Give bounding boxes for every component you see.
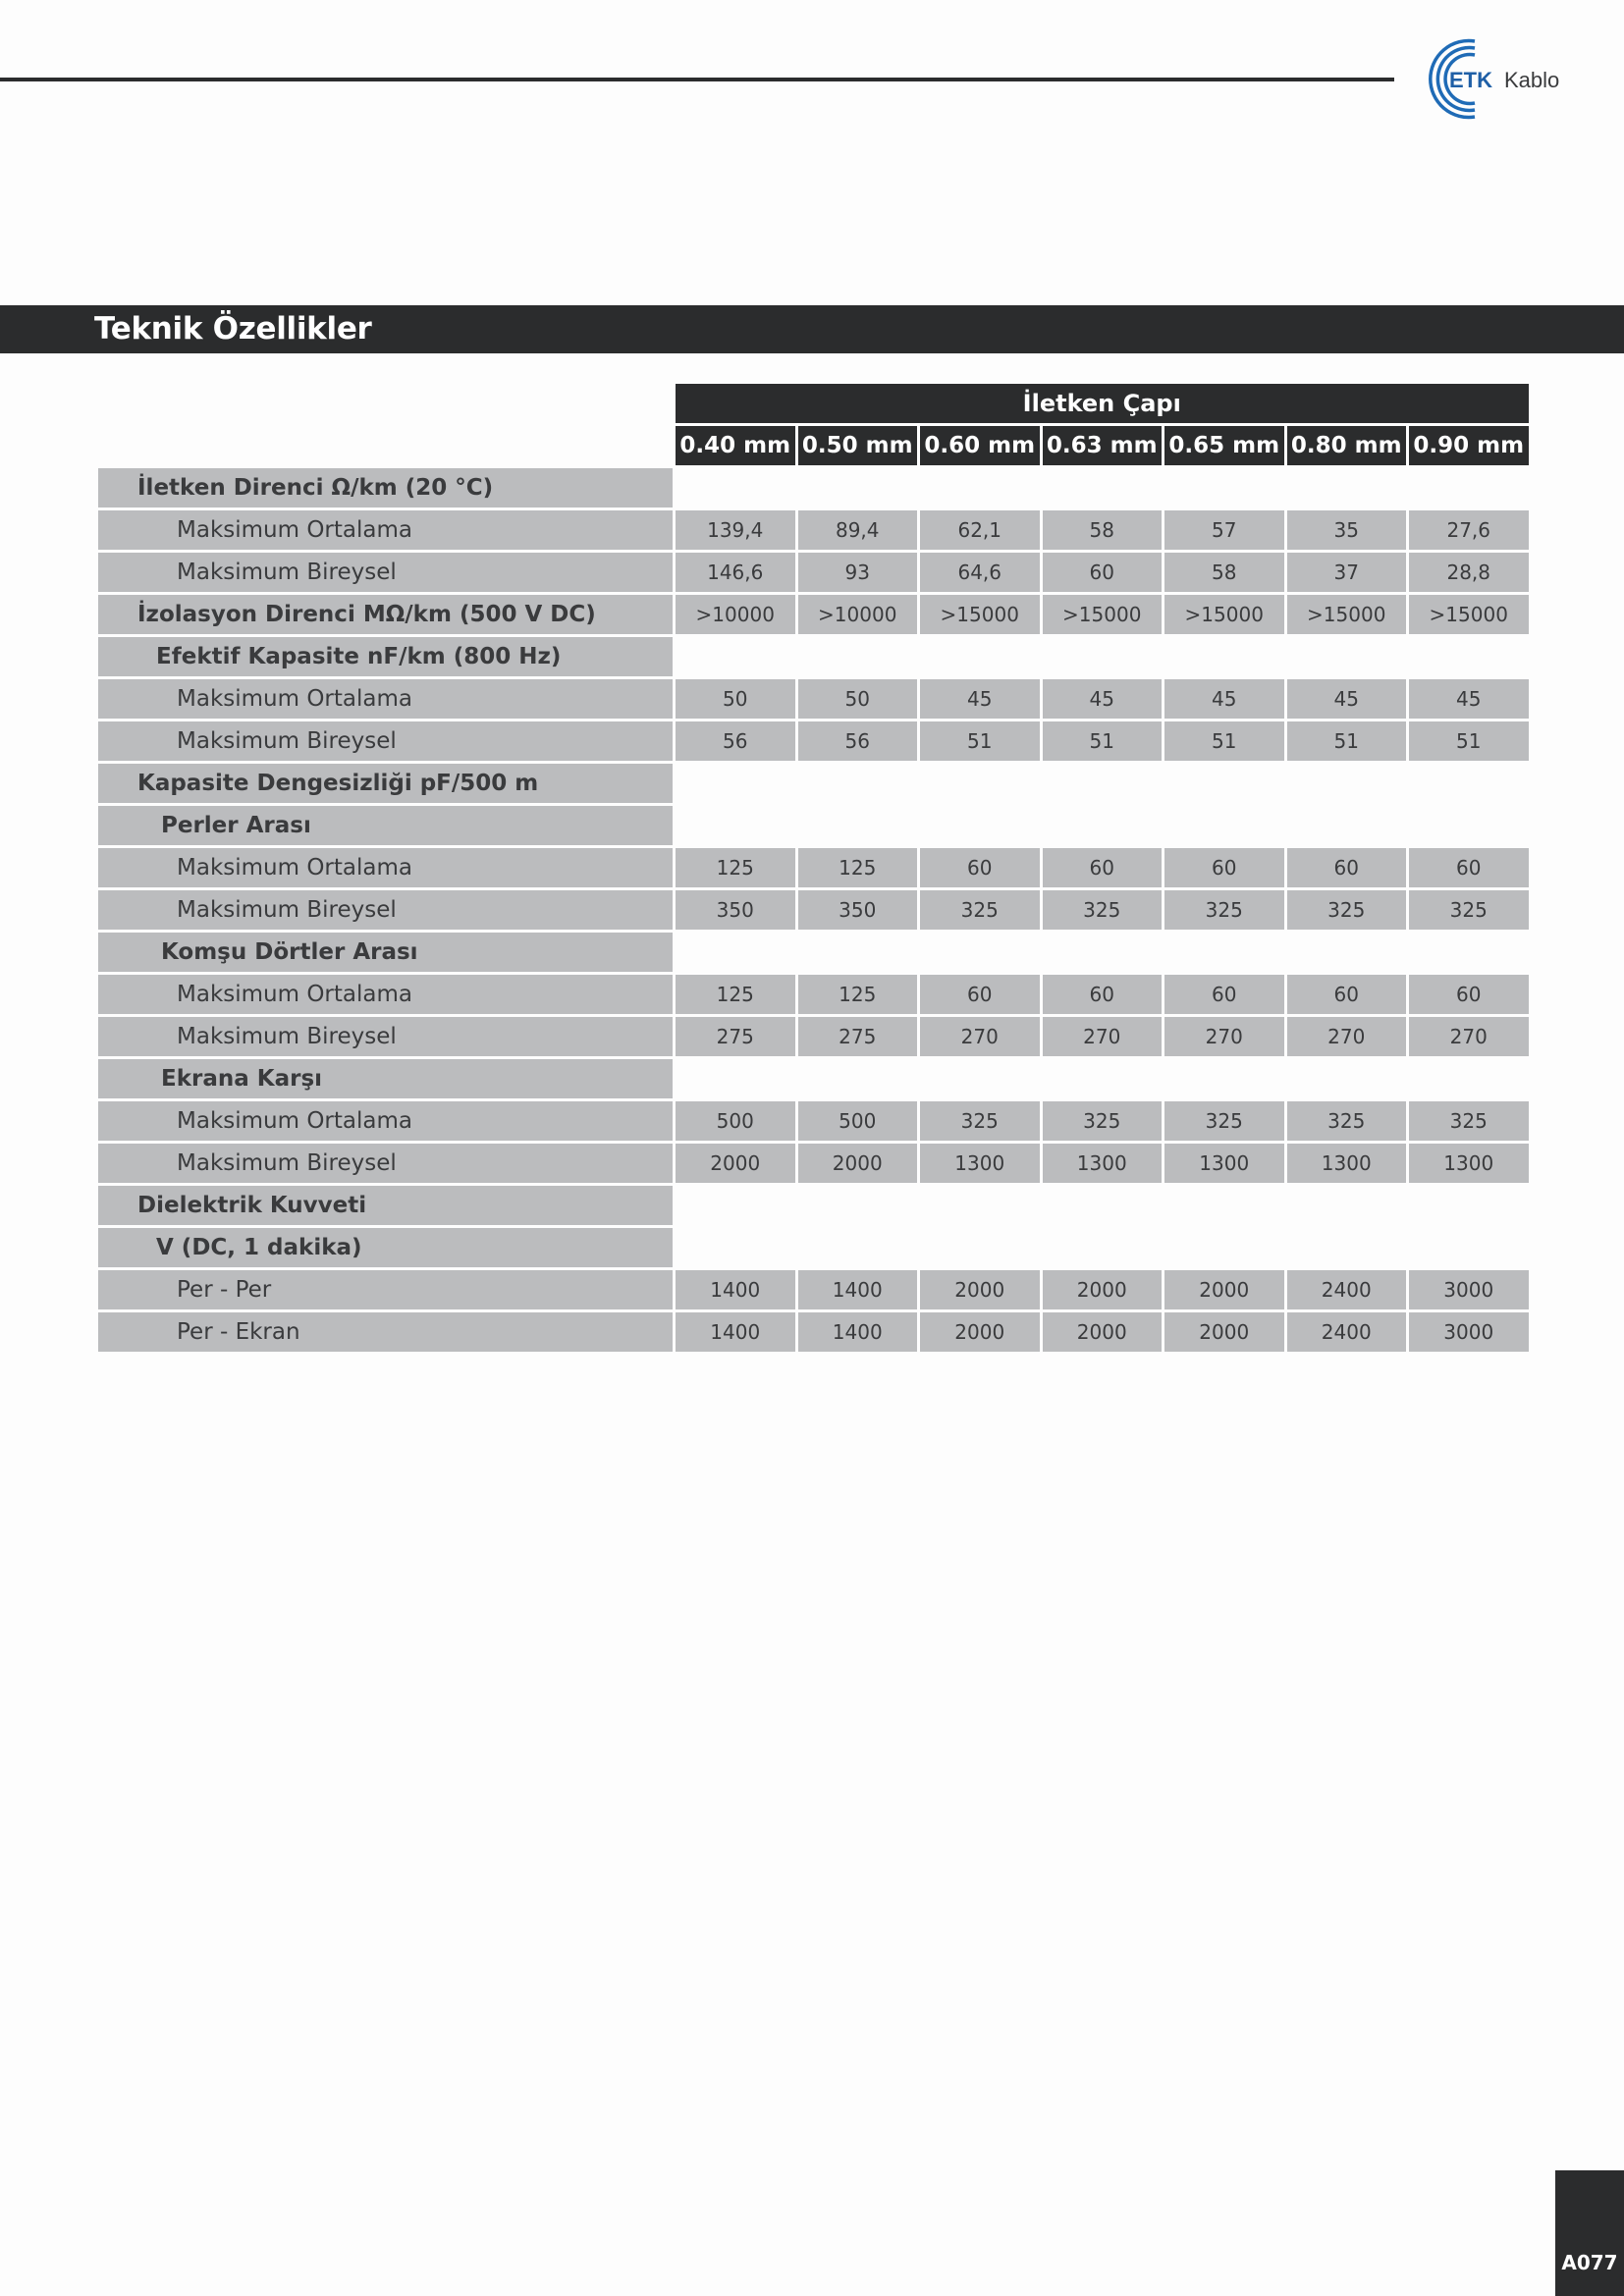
- value-cell: 2000: [1043, 1312, 1163, 1352]
- value-cell: 325: [1287, 890, 1407, 930]
- value-cell: 325: [1409, 1101, 1529, 1141]
- value-cell: 58: [1164, 553, 1284, 592]
- diameter-column-header: 0.63 mm: [1043, 426, 1163, 465]
- diameter-column-header: 0.65 mm: [1164, 426, 1284, 465]
- table-row: [98, 806, 1529, 845]
- value-cell: 350: [798, 890, 918, 930]
- value-cell: 2000: [920, 1270, 1040, 1309]
- table-row: [98, 933, 1529, 972]
- empty-value-span: [676, 764, 1529, 803]
- value-cell: 1300: [1287, 1144, 1407, 1183]
- value-cell: 60: [1287, 975, 1407, 1014]
- row-label: Maksimum Ortalama: [98, 510, 673, 550]
- value-cell: 325: [920, 890, 1040, 930]
- empty-value-span: [676, 1059, 1529, 1098]
- table-row: [98, 1144, 1529, 1183]
- value-cell: >15000: [1287, 595, 1407, 634]
- value-cell: 2000: [798, 1144, 918, 1183]
- value-cell: 125: [676, 975, 795, 1014]
- row-label: Kapasite Dengesizliği pF/500 m: [98, 764, 673, 803]
- value-cell: 1400: [798, 1312, 918, 1352]
- value-cell: 1300: [1043, 1144, 1163, 1183]
- row-label: Maksimum Bireysel: [98, 553, 673, 592]
- header-spacer: [98, 426, 673, 465]
- logo-etk-text: ETK: [1449, 68, 1492, 92]
- value-cell: >15000: [1164, 595, 1284, 634]
- value-cell: 139,4: [676, 510, 795, 550]
- value-cell: 62,1: [920, 510, 1040, 550]
- value-cell: 60: [1164, 848, 1284, 887]
- logo-kablo-text: Kablo: [1504, 68, 1560, 92]
- row-label: Maksimum Bireysel: [98, 721, 673, 761]
- value-cell: 325: [1287, 1101, 1407, 1141]
- table-row: [98, 848, 1529, 887]
- table-row: [98, 1186, 1529, 1225]
- diameter-column-header: 0.50 mm: [798, 426, 918, 465]
- empty-value-span: [676, 637, 1529, 676]
- value-cell: 270: [1164, 1017, 1284, 1056]
- table-row: [98, 1101, 1529, 1141]
- table-row: [98, 975, 1529, 1014]
- value-cell: 2000: [1043, 1270, 1163, 1309]
- value-cell: 325: [1043, 890, 1163, 930]
- etk-kablo-logo: [1418, 37, 1575, 121]
- value-cell: 51: [1043, 721, 1163, 761]
- table-row: [98, 1228, 1529, 1267]
- value-cell: 60: [1043, 553, 1163, 592]
- value-cell: 125: [798, 848, 918, 887]
- empty-value-span: [676, 806, 1529, 845]
- row-label: Ekrana Karşı: [98, 1059, 673, 1098]
- table-row: [98, 637, 1529, 676]
- page-number: A077: [1561, 2251, 1618, 2274]
- value-cell: 325: [1164, 890, 1284, 930]
- header-rule: [0, 78, 1394, 81]
- value-cell: 28,8: [1409, 553, 1529, 592]
- value-cell: 50: [798, 679, 918, 719]
- value-cell: 60: [1409, 848, 1529, 887]
- value-cell: 270: [1287, 1017, 1407, 1056]
- value-cell: 51: [1164, 721, 1284, 761]
- value-cell: 51: [1287, 721, 1407, 761]
- row-label: Per - Ekran: [98, 1312, 673, 1352]
- value-cell: 1400: [676, 1270, 795, 1309]
- empty-value-span: [676, 1228, 1529, 1267]
- value-cell: 325: [1043, 1101, 1163, 1141]
- value-cell: >10000: [798, 595, 918, 634]
- value-cell: 60: [1287, 848, 1407, 887]
- section-header-band: [0, 305, 1624, 353]
- value-cell: 35: [1287, 510, 1407, 550]
- diameter-column-header: 0.60 mm: [920, 426, 1040, 465]
- value-cell: 275: [676, 1017, 795, 1056]
- value-cell: 325: [1409, 890, 1529, 930]
- value-cell: 2000: [676, 1144, 795, 1183]
- value-cell: 1300: [1164, 1144, 1284, 1183]
- row-label: Maksimum Ortalama: [98, 679, 673, 719]
- value-cell: 2000: [920, 1312, 1040, 1352]
- spec-table: [95, 381, 1532, 1355]
- row-label: Maksimum Bireysel: [98, 1144, 673, 1183]
- value-cell: 45: [1043, 679, 1163, 719]
- row-label: Perler Arası: [98, 806, 673, 845]
- row-label: Maksimum Ortalama: [98, 1101, 673, 1141]
- value-cell: 56: [798, 721, 918, 761]
- value-cell: 125: [676, 848, 795, 887]
- value-cell: 2400: [1287, 1312, 1407, 1352]
- row-label: Komşu Dörtler Arası: [98, 933, 673, 972]
- row-label: Per - Per: [98, 1270, 673, 1309]
- value-cell: 93: [798, 553, 918, 592]
- conductor-diameter-header: İletken Çapı: [676, 384, 1529, 423]
- row-label: Maksimum Bireysel: [98, 1017, 673, 1056]
- value-cell: 1300: [920, 1144, 1040, 1183]
- page-number-tab: [1555, 2170, 1624, 2296]
- value-cell: 270: [1043, 1017, 1163, 1056]
- value-cell: 89,4: [798, 510, 918, 550]
- table-row: [98, 1312, 1529, 1352]
- value-cell: 125: [798, 975, 918, 1014]
- empty-value-span: [676, 468, 1529, 507]
- value-cell: 45: [1287, 679, 1407, 719]
- spec-table-body: [98, 468, 1529, 1352]
- value-cell: 51: [1409, 721, 1529, 761]
- table-row: [98, 1059, 1529, 1098]
- value-cell: 60: [1164, 975, 1284, 1014]
- row-label: Efektif Kapasite nF/km (800 Hz): [98, 637, 673, 676]
- table-row: [98, 468, 1529, 507]
- table-row: [98, 764, 1529, 803]
- table-row: [98, 553, 1529, 592]
- diameter-column-header: 0.40 mm: [676, 426, 795, 465]
- row-label: Dielektrik Kuvveti: [98, 1186, 673, 1225]
- value-cell: 45: [1164, 679, 1284, 719]
- row-label: İzolasyon Direnci MΩ/km (500 V DC): [98, 595, 673, 634]
- value-cell: 325: [1164, 1101, 1284, 1141]
- empty-value-span: [676, 933, 1529, 972]
- value-cell: 1400: [798, 1270, 918, 1309]
- header-spacer: [98, 384, 673, 423]
- row-label: Maksimum Ortalama: [98, 848, 673, 887]
- value-cell: 45: [920, 679, 1040, 719]
- value-cell: 1400: [676, 1312, 795, 1352]
- value-cell: 50: [676, 679, 795, 719]
- value-cell: 58: [1043, 510, 1163, 550]
- value-cell: 2000: [1164, 1270, 1284, 1309]
- value-cell: 60: [920, 975, 1040, 1014]
- value-cell: 146,6: [676, 553, 795, 592]
- table-row: [98, 1270, 1529, 1309]
- value-cell: 275: [798, 1017, 918, 1056]
- value-cell: 500: [798, 1101, 918, 1141]
- table-row: [98, 595, 1529, 634]
- section-title: Teknik Özellikler: [94, 311, 372, 347]
- value-cell: >10000: [676, 595, 795, 634]
- empty-value-span: [676, 1186, 1529, 1225]
- value-cell: 60: [1409, 975, 1529, 1014]
- row-label: Maksimum Ortalama: [98, 975, 673, 1014]
- table-row: [98, 1017, 1529, 1056]
- value-cell: 64,6: [920, 553, 1040, 592]
- value-cell: 325: [920, 1101, 1040, 1141]
- value-cell: 45: [1409, 679, 1529, 719]
- value-cell: 56: [676, 721, 795, 761]
- value-cell: >15000: [1409, 595, 1529, 634]
- value-cell: 2400: [1287, 1270, 1407, 1309]
- value-cell: 27,6: [1409, 510, 1529, 550]
- diameter-column-header: 0.90 mm: [1409, 426, 1529, 465]
- table-row: [98, 510, 1529, 550]
- value-cell: >15000: [1043, 595, 1163, 634]
- value-cell: 270: [920, 1017, 1040, 1056]
- table-group-header-row: [98, 384, 1529, 423]
- value-cell: 350: [676, 890, 795, 930]
- row-label: Maksimum Bireysel: [98, 890, 673, 930]
- value-cell: 57: [1164, 510, 1284, 550]
- value-cell: 60: [1043, 975, 1163, 1014]
- diameter-header-row: [98, 426, 1529, 465]
- table-row: [98, 679, 1529, 719]
- row-label: V (DC, 1 dakika): [98, 1228, 673, 1267]
- value-cell: 270: [1409, 1017, 1529, 1056]
- value-cell: 2000: [1164, 1312, 1284, 1352]
- table-row: [98, 721, 1529, 761]
- table-row: [98, 890, 1529, 930]
- value-cell: 1300: [1409, 1144, 1529, 1183]
- row-label: İletken Direnci Ω/km (20 °C): [98, 468, 673, 507]
- diameter-column-header: 0.80 mm: [1287, 426, 1407, 465]
- value-cell: >15000: [920, 595, 1040, 634]
- value-cell: 3000: [1409, 1312, 1529, 1352]
- value-cell: 60: [1043, 848, 1163, 887]
- value-cell: 3000: [1409, 1270, 1529, 1309]
- value-cell: 500: [676, 1101, 795, 1141]
- value-cell: 37: [1287, 553, 1407, 592]
- value-cell: 60: [920, 848, 1040, 887]
- value-cell: 51: [920, 721, 1040, 761]
